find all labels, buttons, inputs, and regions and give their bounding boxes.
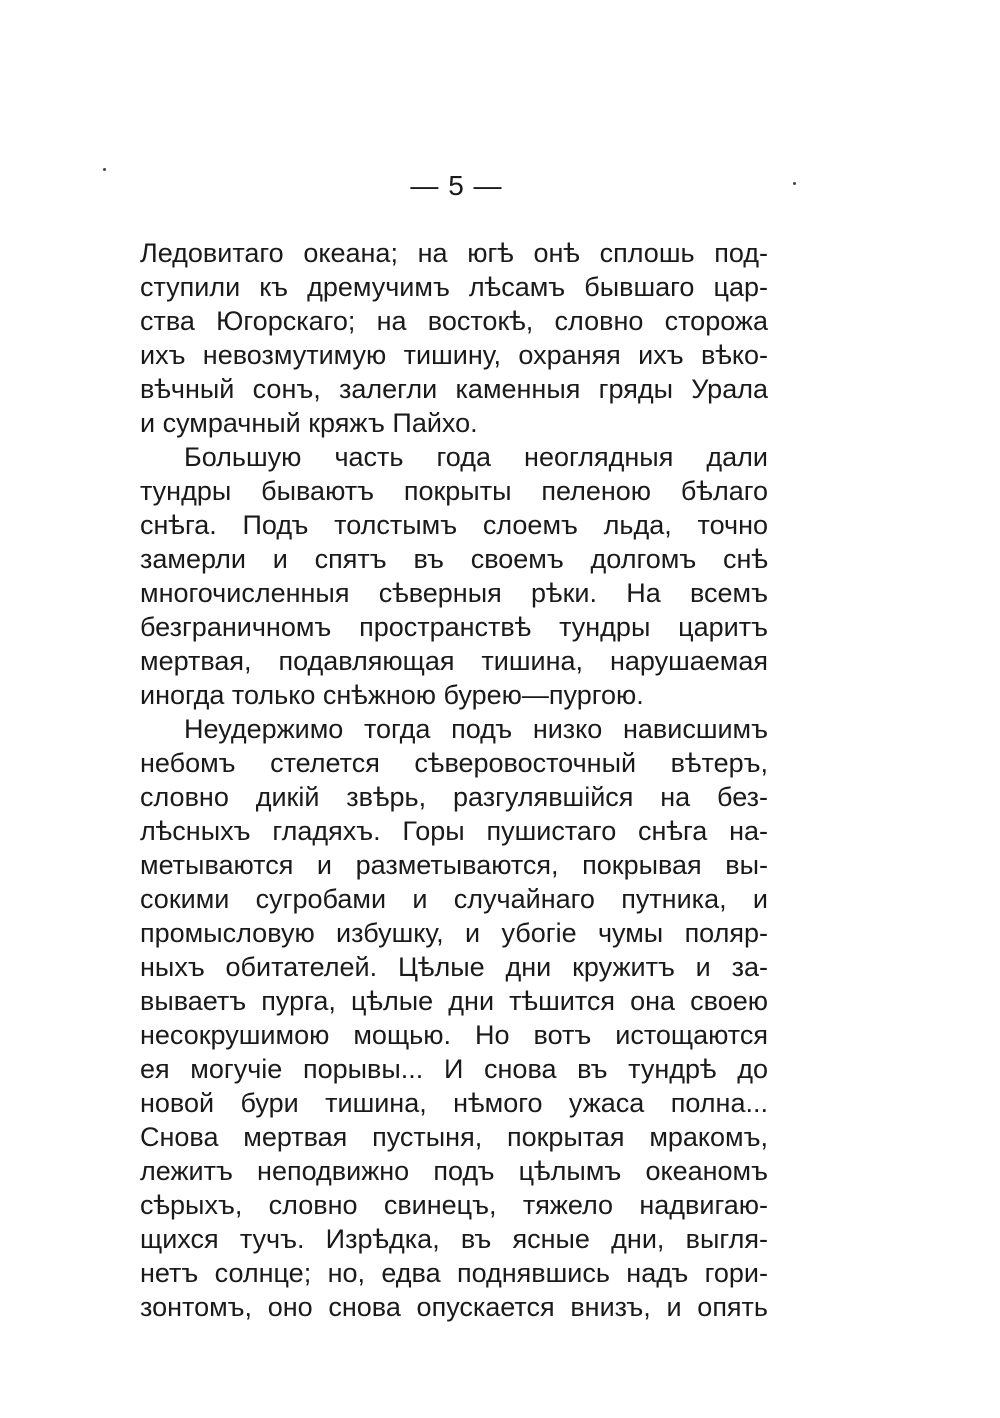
text-line: мертвая, подавляющая тишина, нарушаемая: [140, 646, 768, 676]
text-line: сѣрыхъ, словно свинецъ, тяжело надвигаю-: [140, 1190, 768, 1220]
text-line: и сумрачный кряжъ Пайхо.: [140, 408, 478, 438]
text-line: несокрушимою мощью. Но вотъ истощаются: [140, 1020, 768, 1050]
scan-speck: [793, 182, 796, 185]
paragraph: [140, 236, 768, 440]
text-line: ства Югорскаго; на востокѣ, словно сторожа: [140, 306, 768, 336]
body-text: [140, 236, 768, 1324]
text-line: иногда только снѣжною бурею—пургою.: [140, 680, 644, 710]
paragraph: [140, 712, 768, 1324]
text-line: Неудержимо тогда подъ низко нависшимъ: [184, 714, 768, 744]
text-line: ныхъ обитателей. Цѣлые дни кружитъ и за-: [140, 952, 768, 982]
text-line: ихъ невозмутимую тишину, охраняя ихъ вѣко-: [140, 340, 768, 370]
text-line: Снова мертвая пустыня, покрытая мракомъ,: [140, 1122, 768, 1152]
text-line: Ледовитаго океана; на югѣ онѣ сплошь под-: [140, 238, 768, 268]
text-line: ступили къ дремучимъ лѣсамъ бывшаго цар-: [140, 272, 768, 302]
text-line: нетъ солнце; но, едва поднявшись надъ гори-: [140, 1258, 768, 1288]
text-line: зонтомъ, оно снова опускается внизъ, и опять: [140, 1292, 768, 1322]
text-line: тундры бываютъ покрыты пеленою бѣлаго: [140, 476, 768, 506]
text-line: безграничномъ пространствѣ тундры царитъ: [140, 612, 768, 642]
text-line: многочисленныя сѣверныя рѣки. На всемъ: [140, 578, 768, 608]
scan-speck: [103, 168, 106, 171]
text-line: лежитъ неподвижно подъ цѣлымъ океаномъ: [140, 1156, 768, 1186]
text-line: новой бури тишина, нѣмого ужаса полна...: [140, 1088, 768, 1118]
page-number: — 5 —: [410, 170, 503, 201]
text-line: лѣсныхъ гладяхъ. Горы пушистаго снѣга на-: [140, 816, 768, 846]
text-line: словно дикій звѣрь, разгулявшійся на без-: [140, 782, 768, 812]
text-line: Большую часть года неоглядныя дали: [184, 442, 768, 472]
paragraph: [140, 440, 768, 712]
text-line: вѣчный сонъ, залегли каменныя гряды Урала: [140, 374, 768, 404]
text-line: снѣга. Подъ толстымъ слоемъ льда, точно: [140, 510, 768, 540]
text-line: промысловую избушку, и убогіе чумы поляр-: [140, 918, 768, 948]
text-line: небомъ стелется сѣверовосточный вѣтеръ,: [140, 748, 768, 778]
text-line: метываются и разметываются, покрывая вы-: [140, 850, 768, 880]
text-line: сокими сугробами и случайнаго путника, и: [140, 884, 768, 914]
text-line: замерли и спятъ въ своемъ долгомъ снѣ: [140, 544, 768, 574]
text-line: вываетъ пурга, цѣлые дни тѣшится она своею: [140, 986, 768, 1016]
text-line: ея могучіе порывы... И снова въ тундрѣ до: [140, 1054, 768, 1084]
text-line: щихся тучъ. Изрѣдка, въ ясные дни, выгля-: [140, 1224, 768, 1254]
